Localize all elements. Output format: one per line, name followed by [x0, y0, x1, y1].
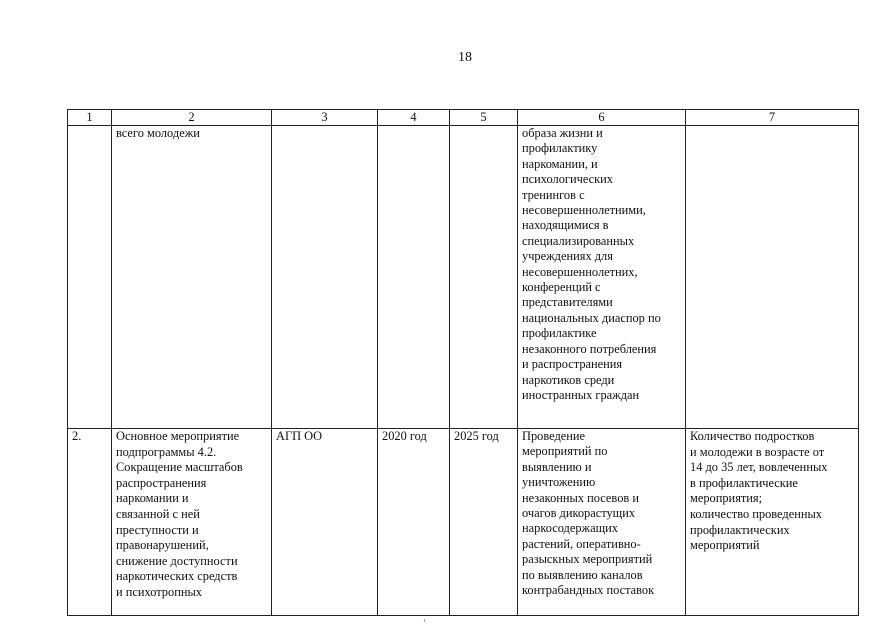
header-row: [68, 110, 859, 126]
page-number: 18: [458, 50, 472, 65]
cell-indicators: Количество подростков и молодежи в возрасте от 14 до 35 лет, вовлеченных в профилактические мероприятия; количество проведенных профилактических мероприятий: [686, 429, 859, 616]
cell-executor: [272, 126, 378, 429]
scan-mark: ’: [423, 618, 426, 628]
column-header-1: 1: [68, 110, 112, 126]
cell-number: 2.: [68, 429, 112, 616]
column-header-7: 7: [686, 110, 859, 126]
cell-end: [450, 126, 518, 429]
cell-start: 2020 год: [378, 429, 450, 616]
column-header-4: 4: [378, 110, 450, 126]
cell-start: [378, 126, 450, 429]
column-header-2: 2: [112, 110, 272, 126]
cell-name: Основное мероприятие подпрограммы 4.2. Сокращение масштабов распространения наркомании и связанной с ней преступности и правонарушений, снижение доступности наркотических средств и психотропных: [112, 429, 272, 616]
column-header-5: 5: [450, 110, 518, 126]
cell-executor: АГП ОО: [272, 429, 378, 616]
cell-directions: Проведение мероприятий по выявлению и уничтожению незаконных посевов и очагов дикорастущих наркосодержащих растений, оперативно- разыскных мероприятий по выявлению каналов контрабандных поставок: [518, 429, 686, 616]
cell-directions: образа жизни и профилактику наркомании, и психологических тренингов с несовершеннолетними, находящимися в специализированных учреждениях для несовершеннолетних, конференций с представителями национальных диаспор по профилактике незаконного потребления и распространения наркотиков среди иностранных граждан: [518, 126, 686, 429]
column-header-3: 3: [272, 110, 378, 126]
cell-indicators: [686, 126, 859, 429]
program-table: [67, 109, 859, 616]
cell-end: 2025 год: [450, 429, 518, 616]
column-header-6: 6: [518, 110, 686, 126]
table-row: [68, 126, 859, 429]
cell-number: [68, 126, 112, 429]
cell-name: всего молодежи: [112, 126, 272, 429]
table-row: [68, 429, 859, 616]
